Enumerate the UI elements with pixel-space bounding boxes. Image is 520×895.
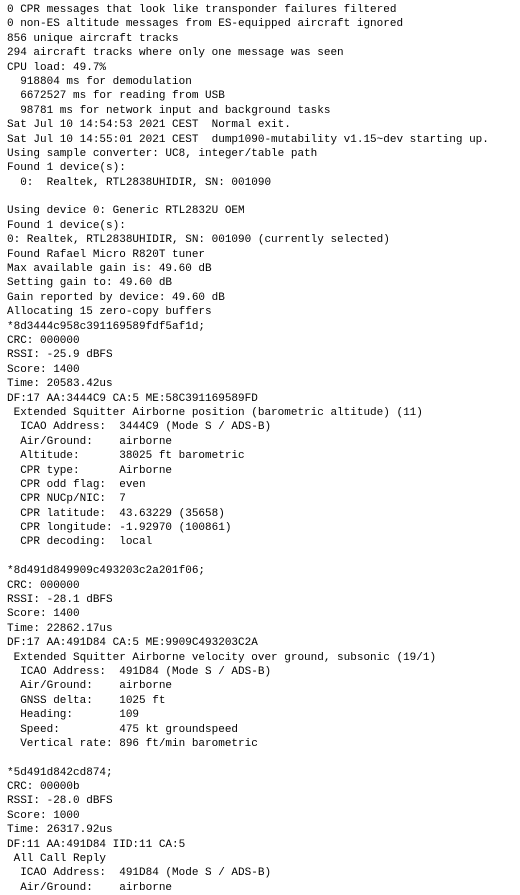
terminal-line: ICAO Address: 3444C9 (Mode S / ADS-B): [7, 421, 272, 434]
terminal-line: CPR longitude: -1.92970 (100861): [7, 522, 232, 535]
terminal-line: 0 CPR messages that look like transponder failures filtered: [7, 4, 397, 16]
terminal-line: Air/Ground: airborne: [7, 435, 173, 448]
terminal-line: CPR latitude: 43.63229 (35658): [7, 507, 225, 520]
terminal-line: Air/Ground: airborne: [7, 881, 173, 894]
terminal-line: ICAO Address: 491D84 (Mode S / ADS-B): [7, 665, 272, 678]
terminal-line: GNSS delta: 1025 ft: [7, 694, 166, 707]
terminal-line: Score: 1400: [7, 363, 80, 376]
terminal-line: Altitude: 38025 ft barometric: [7, 450, 245, 463]
terminal-line: [7, 550, 520, 564]
terminal-line: All Call Reply: [7, 853, 107, 866]
terminal-line: CPR NUCp/NIC: 7: [7, 493, 126, 506]
terminal-line: Score: 1000: [7, 809, 80, 822]
terminal-line: 918804 ms for demodulation: [7, 75, 192, 88]
terminal-line: Score: 1400: [7, 608, 80, 621]
terminal-line: Found 1 device(s):: [7, 162, 126, 175]
terminal-line: DF:17 AA:491D84 CA:5 ME:9909C493203C2A: [7, 637, 258, 650]
terminal-line: CPR type: Airborne: [7, 464, 173, 477]
terminal-line: Speed: 475 kt groundspeed: [7, 723, 239, 736]
terminal-line: [7, 190, 520, 204]
terminal-line: CPU load: 49.7%: [7, 61, 107, 74]
terminal-line: RSSI: -28.0 dBFS: [7, 795, 113, 808]
terminal-line: *8d491d849909c493203c2a201f06;: [7, 565, 206, 578]
terminal-line: CRC: 00000b: [7, 781, 80, 794]
terminal-line: Using device 0: Generic RTL2832U OEM: [7, 205, 245, 218]
terminal-line: Extended Squitter Airborne velocity over ground, subsonic (19/1): [7, 651, 437, 664]
terminal-line: 6672527 ms for reading from USB: [7, 90, 225, 103]
terminal-line: ICAO Address: 491D84 (Mode S / ADS-B): [7, 867, 272, 880]
terminal-line: Time: 20583.42us: [7, 378, 113, 391]
terminal-line: Time: 26317.92us: [7, 824, 113, 837]
terminal-line: 98781 ms for network input and background tasks: [7, 104, 331, 117]
terminal-line: Heading: 109: [7, 709, 140, 722]
terminal-line: RSSI: -25.9 dBFS: [7, 349, 113, 362]
terminal-line: 856 unique aircraft tracks: [7, 32, 179, 45]
terminal-line: 0 non-ES altitude messages from ES-equipped aircraft ignored: [7, 18, 404, 31]
terminal-line: RSSI: -28.1 dBFS: [7, 594, 113, 607]
terminal-line: Allocating 15 zero-copy buffers: [7, 306, 212, 319]
terminal-line: Gain reported by device: 49.60 dB: [7, 291, 225, 304]
terminal-line: DF:17 AA:3444C9 CA:5 ME:58C391169589FD: [7, 392, 258, 405]
terminal-line: Extended Squitter Airborne position (barometric altitude) (11): [7, 406, 423, 419]
terminal-line: 0: Realtek, RTL2838UHIDIR, SN: 001090: [7, 176, 272, 189]
terminal-line: Sat Jul 10 14:54:53 2021 CEST Normal exit.: [7, 119, 291, 132]
terminal-line: CPR decoding: local: [7, 536, 153, 549]
terminal-line: 0: Realtek, RTL2838UHIDIR, SN: 001090 (currently selected): [7, 234, 390, 247]
terminal-line: Vertical rate: 896 ft/min barometric: [7, 737, 258, 750]
terminal-line: CRC: 000000: [7, 579, 80, 592]
terminal-line: Found Rafael Micro R820T tuner: [7, 248, 206, 261]
terminal-line: *5d491d842cd874;: [7, 766, 113, 779]
terminal-line: Air/Ground: airborne: [7, 680, 173, 693]
terminal-line: Max available gain is: 49.60 dB: [7, 263, 212, 276]
terminal-line: *8d3444c958c391169589fdf5af1d;: [7, 320, 206, 333]
terminal-line: 294 aircraft tracks where only one message was seen: [7, 47, 344, 60]
terminal-line: Time: 22862.17us: [7, 622, 113, 635]
terminal-line: CRC: 000000: [7, 334, 80, 347]
terminal-line: Sat Jul 10 14:55:01 2021 CEST dump1090-mutability v1.15~dev starting up.: [7, 133, 489, 146]
terminal-line: DF:11 AA:491D84 IID:11 CA:5: [7, 838, 186, 851]
terminal-line: CPR odd flag: even: [7, 478, 146, 491]
terminal-line: Setting gain to: 49.60 dB: [7, 277, 173, 290]
terminal-line: Using sample converter: UC8, integer/table path: [7, 147, 318, 160]
terminal-line: Found 1 device(s):: [7, 219, 126, 232]
terminal-line: [7, 751, 520, 765]
